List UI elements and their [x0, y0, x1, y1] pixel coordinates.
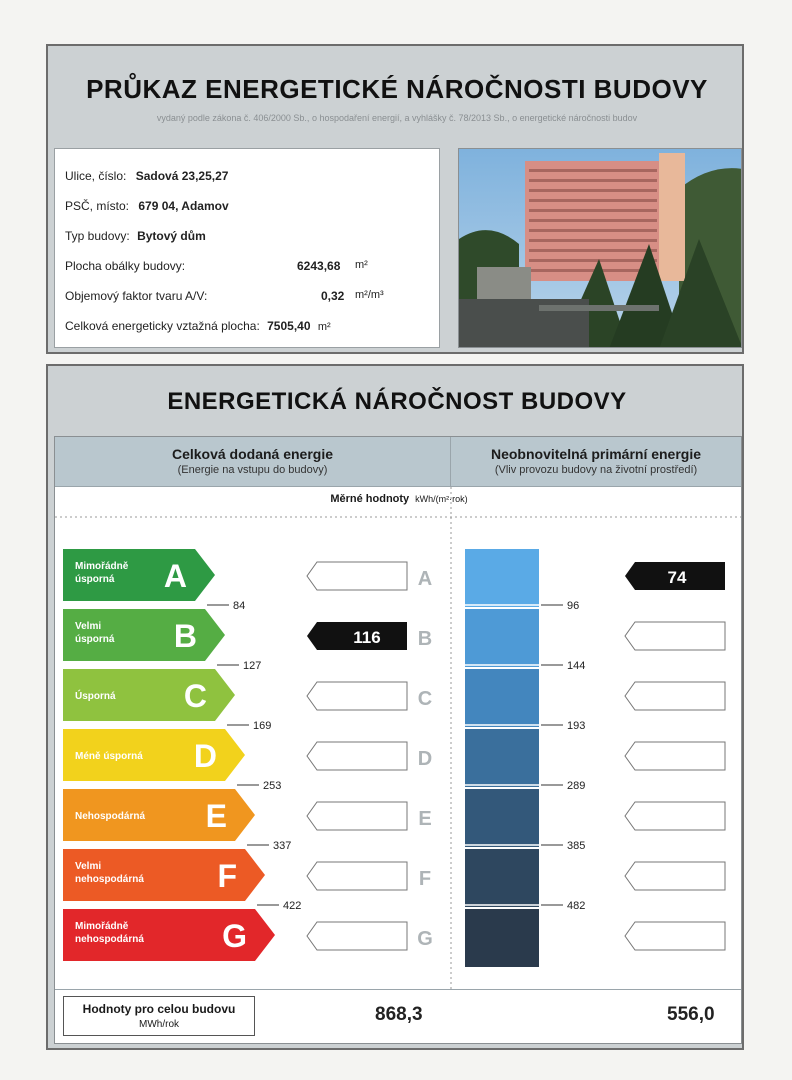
- right-threshold-label: 289: [567, 780, 586, 792]
- certificate-header-panel: [46, 44, 744, 354]
- primary-energy-value: 74: [667, 568, 687, 587]
- class-name-a: Mimořádně: [75, 561, 129, 572]
- right-indicator-d: [625, 742, 725, 770]
- street-row: [65, 169, 228, 183]
- shape-factor-label: Objemový faktor tvaru A/V:: [65, 289, 208, 303]
- delivered-energy-total: 868,3: [375, 1004, 423, 1025]
- envelope-row: [65, 259, 425, 273]
- zip-value: 679 04, Adamov: [138, 199, 229, 213]
- left-threshold-label: 337: [273, 840, 292, 852]
- class-letter-e: E: [205, 798, 227, 834]
- class-name-b: Velmi: [75, 621, 102, 632]
- scale-letter-g: G: [417, 928, 433, 950]
- primary-energy-title: Neobnovitelná primární energie: [490, 446, 702, 462]
- building-photo: [458, 148, 742, 348]
- shape-factor-row: [65, 289, 425, 303]
- class-name-c: Úsporná: [75, 691, 116, 702]
- class-letter-f: F: [217, 858, 237, 894]
- primary-scale-bar-b: [465, 609, 539, 667]
- zip-label: PSČ, místo:: [65, 199, 130, 213]
- building-totals-row: [55, 989, 741, 1044]
- class-name-sub-f: nehospodárná: [75, 874, 144, 885]
- specific-values-unit: kWh/(m²·rok): [415, 494, 468, 504]
- type-value: Bytový dům: [137, 229, 206, 243]
- right-threshold-label: 96: [567, 600, 580, 612]
- delivered-energy-subtitle: (Energie na vstupu do budovy): [177, 464, 328, 476]
- energy-performance-panel: [46, 364, 744, 1050]
- right-threshold-label: 482: [567, 900, 586, 912]
- specific-values-text: Měrné hodnoty: [330, 493, 410, 505]
- reference-area-value: 7505,40: [267, 319, 311, 333]
- left-threshold-label: 253: [263, 780, 282, 792]
- building-info-box: [54, 148, 440, 348]
- right-indicator-b: [625, 622, 725, 650]
- totals-unit: MWh/rok: [139, 1019, 179, 1030]
- reference-area-unit: m²: [317, 321, 331, 333]
- type-label: Typ budovy:: [65, 229, 130, 243]
- class-name-d: Méně úsporná: [75, 751, 143, 762]
- right-indicator-e: [625, 802, 725, 830]
- class-letter-g: G: [222, 918, 247, 954]
- delivered-energy-value: 116: [353, 628, 381, 647]
- class-letter-c: C: [183, 678, 207, 714]
- left-indicator-c: [307, 682, 407, 710]
- left-indicator-d: [307, 742, 407, 770]
- right-indicator-c: [625, 682, 725, 710]
- class-letter-a: A: [163, 558, 187, 594]
- street-label: Ulice, číslo:: [65, 169, 127, 183]
- primary-scale-bar-e: [465, 789, 539, 847]
- primary-scale-bar-g: [465, 909, 539, 967]
- left-threshold-label: 127: [243, 660, 262, 672]
- scale-letter-c: C: [417, 688, 433, 710]
- primary-energy-subtitle: (Vliv provozu budovy na životní prostředí): [494, 464, 698, 476]
- class-name-g: Mimořádně: [75, 921, 129, 932]
- left-indicator-f: [307, 862, 407, 890]
- left-threshold-label: 169: [253, 720, 272, 732]
- energy-class-chart: [55, 437, 741, 989]
- scale-letter-e: E: [418, 808, 432, 830]
- class-letter-d: D: [193, 738, 217, 774]
- right-threshold-label: 193: [567, 720, 586, 732]
- primary-energy-total: 556,0: [667, 1004, 715, 1025]
- left-indicator-g: [307, 922, 407, 950]
- reference-area-label: Celková energeticky vztažná plocha:: [65, 319, 260, 333]
- right-threshold-label: 385: [567, 840, 586, 852]
- scale-letter-b: B: [417, 628, 433, 650]
- class-name-sub-g: nehospodárná: [75, 934, 144, 945]
- right-indicator-f: [625, 862, 725, 890]
- totals-label: Hodnoty pro celou budovu: [82, 1002, 236, 1016]
- primary-scale-bar-c: [465, 669, 539, 727]
- scale-letter-f: F: [418, 868, 432, 890]
- totals-label-box: [63, 996, 255, 1036]
- scale-letter-a: A: [417, 568, 433, 590]
- left-indicator-e: [307, 802, 407, 830]
- primary-scale-bar-f: [465, 849, 539, 907]
- reference-area-row: [65, 319, 425, 333]
- document-subtitle: vydaný podle zákona č. 406/2000 Sb., o hospodaření energií, a vyhlášky č. 78/2013 Sb., o energetické náročnosti budov: [156, 113, 638, 123]
- shape-factor-value: 0,32: [321, 289, 345, 303]
- document-title: PRŮKAZ ENERGETICKÉ NÁROČNOSTI BUDOVY: [86, 74, 708, 104]
- street-value: Sadová 23,25,27: [135, 169, 229, 183]
- left-indicator-a: [307, 562, 407, 590]
- class-letter-b: B: [173, 618, 197, 654]
- left-threshold-label: 422: [283, 900, 302, 912]
- type-row: [65, 229, 206, 243]
- class-name-sub-a: úsporná: [75, 574, 115, 585]
- zip-row: [65, 199, 229, 213]
- scale-letter-d: D: [417, 748, 433, 770]
- primary-scale-bar-d: [465, 729, 539, 787]
- right-indicator-g: [625, 922, 725, 950]
- class-name-e: Nehospodárná: [75, 811, 146, 822]
- class-name-sub-b: úsporná: [75, 634, 115, 645]
- envelope-label: Plocha obálky budovy:: [65, 259, 186, 273]
- left-threshold-label: 84: [233, 600, 246, 612]
- section-title: ENERGETICKÁ NÁROČNOST BUDOVY: [167, 388, 627, 415]
- envelope-unit: m²: [355, 259, 368, 271]
- right-threshold-label: 144: [567, 660, 586, 672]
- class-name-f: Velmi: [75, 861, 102, 872]
- primary-scale-bar-a: [465, 549, 539, 607]
- delivered-energy-title: Celková dodaná energie: [171, 446, 334, 462]
- energy-chart-frame: [54, 436, 742, 1044]
- envelope-value: 6243,68: [297, 259, 341, 273]
- shape-factor-unit: m²/m³: [355, 289, 384, 301]
